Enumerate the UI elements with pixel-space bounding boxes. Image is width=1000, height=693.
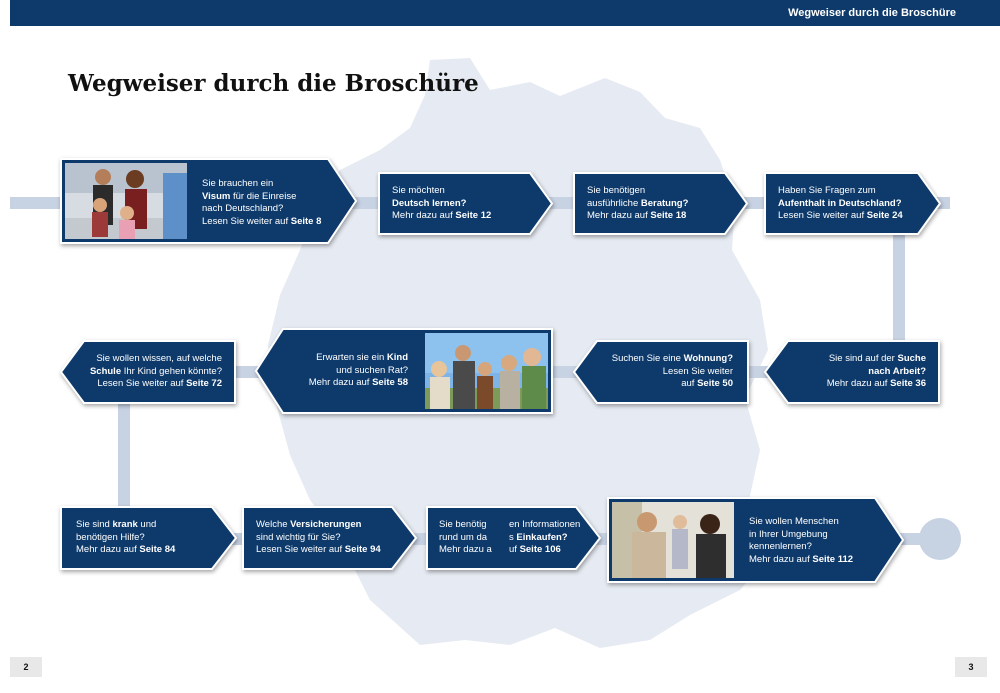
step-wohnung-line-1: Suchen Sie eine: [611, 353, 684, 364]
step-card-einkaufen[interactable]: [426, 506, 602, 570]
step-arbeit-line-1: Sie sind auf der: [828, 353, 898, 364]
step-card-versicherungen[interactable]: [242, 506, 418, 570]
step-beratung-page-ref: Seite 18: [650, 210, 687, 221]
page-title: Wegweiser durch die Broschüre: [68, 70, 479, 97]
step-card-krank[interactable]: [60, 506, 238, 570]
step-card-beratung[interactable]: [573, 172, 749, 235]
step-kind-ref-prefix: Mehr dazu auf: [308, 377, 373, 388]
step-schule-line-1: Sie wollen wissen, auf welche: [96, 353, 222, 364]
step-krank-line-2: benötigen Hilfe?: [76, 531, 145, 543]
step-einkaufen-col2-line-3: uf: [509, 544, 520, 555]
step-wohnung-line-2: Lesen Sie weiter: [662, 365, 733, 377]
step-deutsch-line-1: Sie möchten: [392, 185, 445, 196]
step-card-schule[interactable]: [60, 340, 236, 404]
step-deutsch-page-ref: Seite 12: [455, 210, 492, 221]
step-versicherungen-ref-prefix: Lesen Sie weiter auf: [256, 544, 345, 555]
step-visum-ref-prefix: Lesen Sie weiter auf: [202, 215, 291, 227]
step-card-aufenthalt[interactable]: [764, 172, 942, 235]
step-einkaufen-col2-line-2: s: [509, 531, 517, 543]
step-versicherungen-page-ref: Seite 94: [344, 544, 381, 555]
step-krank-highlight: krank: [112, 519, 138, 530]
step-kind-highlight: Kind: [386, 352, 408, 363]
step-versicherungen-line-1: Welche: [256, 519, 291, 530]
step-menschen-line-2: in Ihrer Umgebung: [749, 528, 828, 540]
step-versicherungen-highlight: Versicherungen: [290, 519, 362, 530]
left-page-number: 2: [10, 657, 42, 677]
step-wohnung-ref-prefix: auf: [681, 378, 698, 389]
step-einkaufen-col1-line-2: rund um da: [439, 531, 488, 543]
step-kind-line-1: Erwarten sie ein: [316, 352, 387, 363]
step-visum-line-2: für die Einreise: [230, 190, 297, 202]
step-beratung-ref-prefix: Mehr dazu auf: [587, 210, 651, 221]
family-photo: [65, 163, 187, 239]
step-wohnung-highlight: Wohnung?: [683, 353, 733, 364]
step-einkaufen-page-ref: Seite 106: [519, 544, 561, 555]
family-group-photo: [425, 333, 548, 409]
step-card-wohnung[interactable]: [573, 340, 749, 404]
step-arbeit-highlight-1: Suche: [897, 353, 926, 364]
step-schule-highlight: Schule: [89, 365, 122, 377]
step-einkaufen-highlight: Einkaufen?: [516, 531, 568, 543]
step-arbeit-page-ref: Seite 36: [890, 378, 926, 389]
step-aufenthalt-ref-prefix: Lesen Sie weiter auf: [778, 210, 867, 221]
step-aufenthalt-highlight: Aufenthalt in Deutschland?: [778, 197, 902, 209]
step-visum-page-ref: Seite 8: [290, 215, 322, 227]
step-aufenthalt-line-1: Haben Sie Fragen zum: [778, 185, 876, 196]
step-arbeit-ref-prefix: Mehr dazu auf: [826, 378, 891, 389]
step-menschen-line-3: kennenlernen?: [749, 541, 812, 552]
step-arbeit-highlight-2: nach Arbeit?: [868, 365, 926, 377]
step-menschen-ref-prefix: Mehr dazu auf: [749, 553, 813, 565]
step-menschen-page-ref: Seite 112: [812, 553, 854, 565]
running-header-title: Wegweiser durch die Broschüre: [788, 7, 956, 19]
step-card-deutsch[interactable]: [378, 172, 554, 235]
step-schule-line-2: Ihr Kind gehen könnte?: [121, 365, 222, 377]
step-card-visum[interactable]: [60, 158, 358, 244]
step-card-menschen[interactable]: [607, 497, 905, 583]
step-beratung-line-2: ausführliche: [587, 197, 641, 209]
step-krank-line-1b: und: [137, 519, 157, 530]
right-page-number: 3: [955, 657, 987, 677]
neighbours-photo: [612, 502, 734, 578]
step-visum-highlight: Visum: [202, 190, 231, 202]
step-beratung-highlight: Beratung?: [640, 197, 689, 209]
step-visum-line-1: Sie brauchen ein: [202, 178, 274, 189]
step-beratung-line-1: Sie benötigen: [587, 185, 646, 196]
step-versicherungen-line-2: sind wichtig für Sie?: [256, 531, 341, 543]
step-krank-page-ref: Seite 84: [139, 544, 176, 555]
step-deutsch-highlight: Deutsch lernen?: [392, 197, 467, 209]
step-schule-page-ref: Seite 72: [186, 378, 222, 389]
step-einkaufen-col1-line-1: Sie benötig: [439, 519, 487, 530]
step-wohnung-page-ref: Seite 50: [697, 378, 733, 389]
step-card-arbeit[interactable]: [764, 340, 940, 404]
step-krank-ref-prefix: Mehr dazu auf: [76, 544, 140, 555]
step-card-kind[interactable]: [255, 328, 553, 414]
step-krank-line-1: Sie sind: [76, 519, 113, 530]
step-einkaufen-col1-line-3: Mehr dazu a: [439, 544, 492, 555]
step-kind-page-ref: Seite 58: [372, 377, 408, 388]
step-deutsch-ref-prefix: Mehr dazu auf: [392, 210, 456, 221]
step-kind-line-2: und suchen Rat?: [336, 364, 408, 376]
step-schule-ref-prefix: Lesen Sie weiter auf: [97, 378, 187, 389]
path-end-circle: [919, 518, 961, 560]
step-aufenthalt-page-ref: Seite 24: [866, 210, 903, 221]
step-visum-line-3: nach Deutschland?: [202, 203, 284, 214]
step-menschen-line-1: Sie wollen Menschen: [749, 516, 839, 527]
step-einkaufen-col2-line-1: en Informationen: [509, 519, 581, 530]
